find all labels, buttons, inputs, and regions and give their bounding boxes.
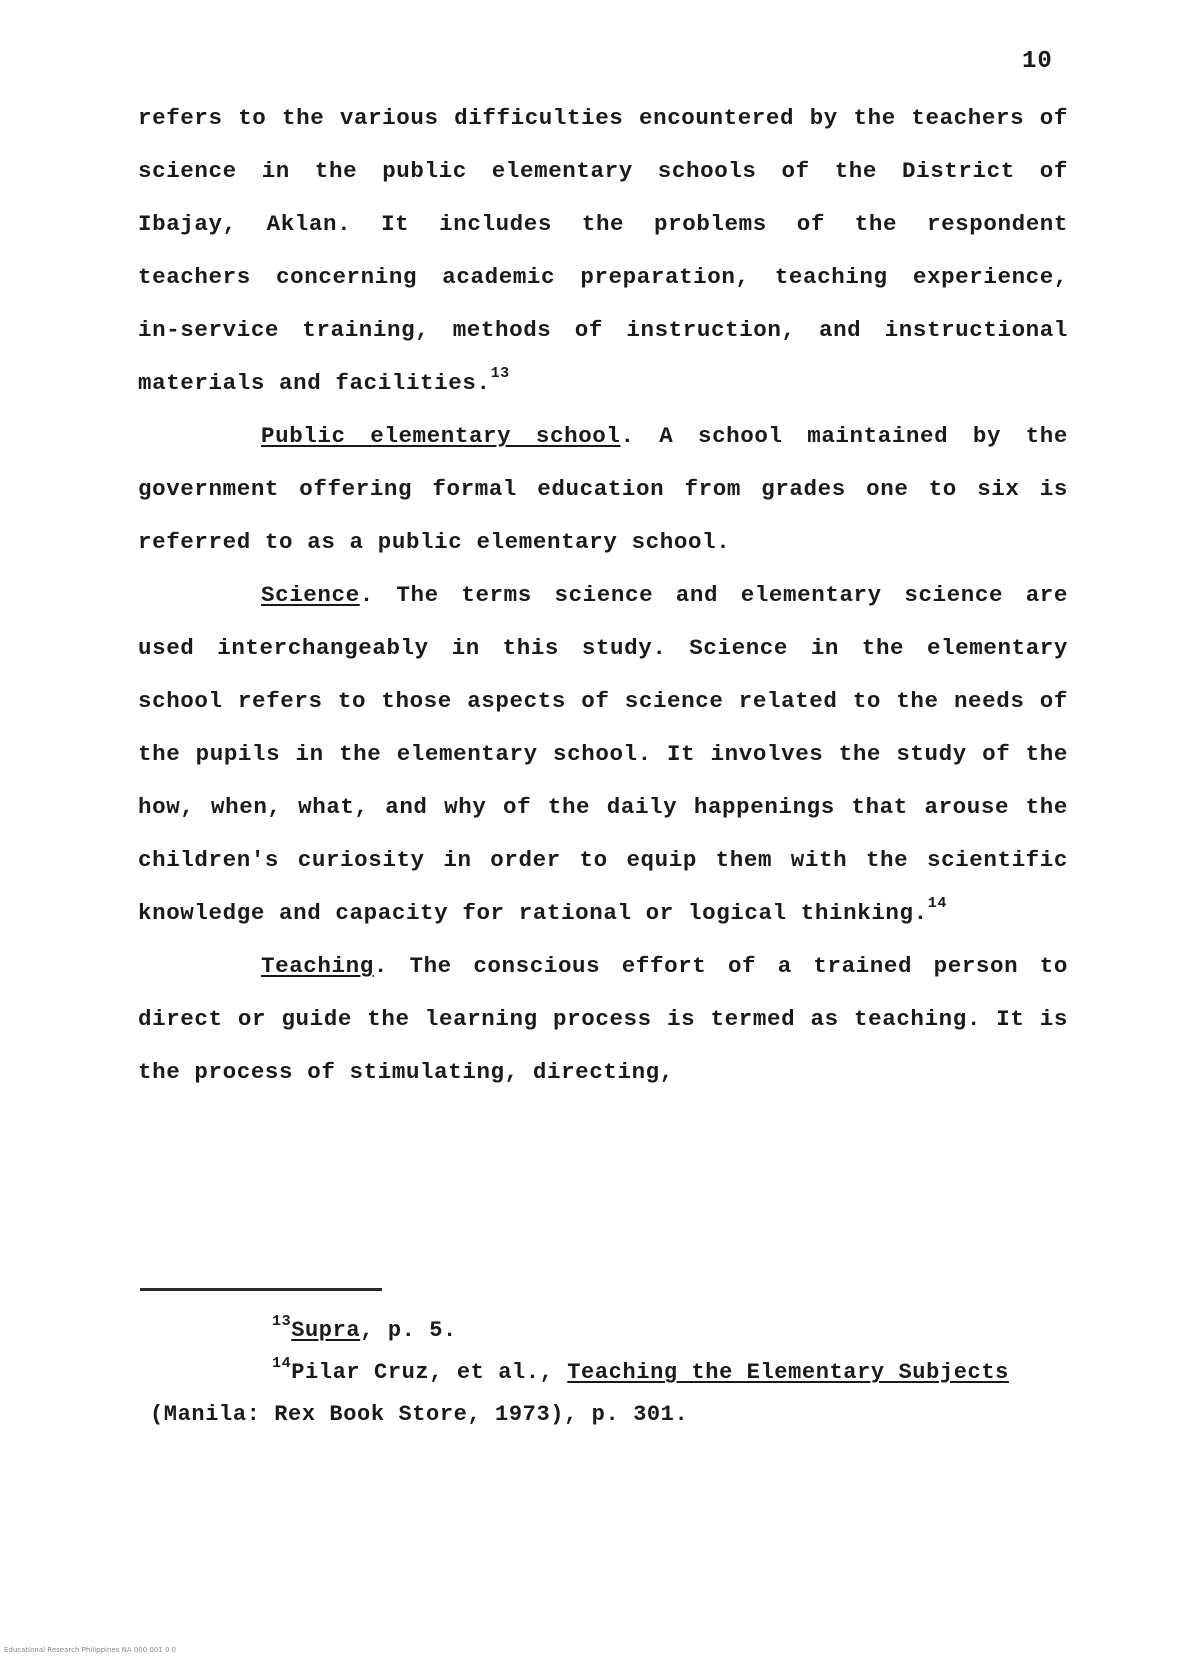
defined-term-teaching: Teaching (261, 953, 374, 979)
footnote-text: (Manila: Rex Book Store, 1973), p. 301. (150, 1402, 689, 1427)
footnote-13 (150, 1310, 1050, 1352)
footnote-number: 14 (272, 1355, 292, 1372)
scan-footer: Educational Research Philippines NA 000 001 0 0 (4, 1646, 177, 1654)
page-number: 10 (1022, 48, 1053, 75)
footnote-author: Pilar Cruz, et al., (291, 1360, 568, 1385)
paragraph-science (138, 569, 1068, 940)
paragraph-teaching (138, 940, 1068, 1099)
footnote-title: Teaching the Elementary Subjects (567, 1360, 1009, 1385)
paragraph-public-elementary-school (138, 410, 1068, 569)
footnote-number: 13 (272, 1313, 292, 1330)
footnote-title: Supra (291, 1318, 361, 1343)
defined-term-public-elementary-school: Public elementary school (261, 423, 621, 449)
paragraph-text: . The conscious effort of a trained person to direct or guide the learning process is termed as teaching. It is the process of stimulating, directing, (138, 953, 1068, 1085)
footnote-text: , p. 5. (360, 1318, 457, 1343)
paragraph-difficulties (138, 92, 1068, 410)
footnote-divider (140, 1288, 382, 1291)
footnote-ref-14: 14 (927, 895, 947, 912)
paragraph-text: refers to the various difficulties encountered by the teachers of science in the public elementary schools of the District of Ibajay, Aklan. It includes the problems of the respondent teachers concerning academic preparation, teaching experience, in-service training, methods of instruction, and instructional materials and facilities. (138, 105, 1068, 396)
footnotes (150, 1310, 1050, 1436)
paragraph-text: . The terms science and elementary science are used interchangeably in this study. Science in the elementary school refers to those aspects of science related to the needs of the pupils in the elementary school. It involves the study of the how, when, what, and why of the daily happenings that arouse the children's curiosity in order to equip them with the scientific knowledge and capacity for rational or logical thinking. (138, 582, 1068, 926)
footnote-ref-13: 13 (490, 365, 510, 382)
paragraph-text: . A school maintained by the government offering formal education from grades one to six is referred to as a public elementary school. (138, 423, 1068, 555)
body-text (138, 92, 1068, 1099)
defined-term-science: Science (261, 582, 360, 608)
footnote-14 (150, 1352, 1050, 1436)
